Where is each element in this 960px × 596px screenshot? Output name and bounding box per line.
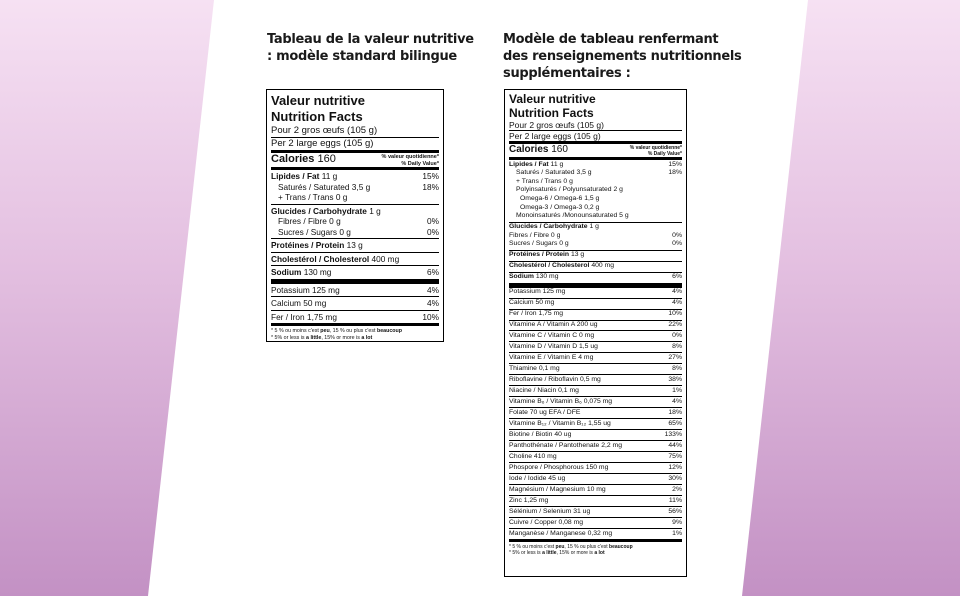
nutrient-dv: 18%: [668, 408, 682, 416]
serving-fr: Pour 2 gros œufs (105 g): [271, 125, 378, 136]
nutrient-dv: 4%: [427, 298, 439, 308]
nutrient-dv: 9%: [672, 518, 682, 526]
cholesterol-row: Cholestérol / Cholesterol 400 mg: [271, 253, 439, 267]
divider: [271, 323, 439, 326]
serving-en: Per 2 large eggs (105 g): [271, 138, 374, 149]
nutrition-label-standard: [266, 89, 444, 342]
nutrient-row: [509, 310, 682, 321]
nutrient-row: [509, 331, 682, 342]
nutrient-name: Vitamine B₁₂ / Vitamin B₁₂ 1,55 ug: [509, 419, 611, 427]
nutrient-name: Cuivre / Copper 0,08 mg: [509, 518, 584, 526]
heading-standard-bilingual: Tableau de la valeur nutritive : modèle standard bilingue: [267, 32, 474, 64]
nutrient-dv: 38%: [668, 376, 682, 384]
nutrient-dv: 44%: [668, 441, 682, 449]
minerals-list: [509, 288, 682, 539]
footnote-fr: * 5 % ou moins c'est peu, 15 % ou plus c'est beaucoup: [509, 543, 633, 550]
calories-row: [509, 144, 682, 157]
nutrient-row: [509, 507, 682, 518]
nutrient-row: [509, 529, 682, 539]
footnote-en: * 5% or less is a little, 15% or more is a lot: [271, 334, 373, 341]
nutrient-name: Choline 410 mg: [509, 452, 557, 460]
nutrient-name: Potassium 125 mg: [271, 284, 340, 295]
calories: Calories 160: [509, 144, 568, 155]
nutrient-row: [509, 441, 682, 452]
label-title-fr: Valeur nutritive: [509, 92, 596, 106]
nutrient-name: Sélénium / Selenium 31 ug: [509, 507, 591, 515]
nutrient-name: Zinc 1,25 mg: [509, 496, 549, 504]
label-title-en: Nutrition Facts: [509, 106, 594, 120]
nutrient-row: [509, 321, 682, 332]
nutrient-row: [509, 353, 682, 364]
nutrient-name: Riboflavine / Riboflavin 0,5 mg: [509, 376, 601, 384]
nutrient-name: Vitamine D / Vitamin D 1,5 ug: [509, 343, 598, 351]
nutrient-dv: 8%: [672, 365, 682, 373]
nutrient-name: Vitamine A / Vitamin A 200 ug: [509, 321, 598, 329]
fat-block: Lipides / Fat 11 g 15% Saturés / Saturated 3,5 g 18% + Trans / Trans 0 g Polyinsaturés / Polyunsaturated 2 g Omega-6 / Omega-6 1,5 g Omega-3 / Omega-3 0,2 g Monoinsaturés /Monounsaturated 5 g: [509, 160, 682, 223]
nutrient-row: [509, 518, 682, 529]
label-title-fr: Valeur nutritive: [271, 93, 365, 108]
nutrient-dv: 12%: [668, 463, 682, 471]
calories: Calories 160: [271, 153, 336, 165]
nutrient-name: Folate 70 ug EFA / DFE: [509, 408, 581, 416]
protein-row: Protéines / Protein 13 g: [271, 239, 439, 253]
carb-block: Glucides / Carbohydrate 1 g Fibres / Fibre 0 g 0% Sucres / Sugars 0 g 0%: [271, 205, 439, 240]
nutrient-name: Phospore / Phosphorous 150 mg: [509, 463, 609, 471]
nutrient-row: [271, 284, 439, 298]
nutrient-name: Fer / Iron 1,75 mg: [271, 311, 337, 322]
daily-value-header: % valeur quotidienne* % Daily Value*: [381, 154, 439, 167]
nutrient-dv: 4%: [427, 284, 439, 295]
nutrient-name: Thiamine 0,1 mg: [509, 365, 560, 373]
nutrient-name: Biotine / Biotin 40 ug: [509, 430, 572, 438]
protein-row: Protéines / Protein 13 g: [509, 251, 682, 262]
nutrient-row: [509, 375, 682, 386]
nutrient-dv: 1%: [672, 387, 682, 394]
nutrient-dv: 65%: [668, 419, 682, 427]
nutrition-label-supplementary: [504, 89, 687, 577]
nutrient-row: [509, 496, 682, 507]
nutrient-name: Fer / Iron 1,75 mg: [509, 310, 564, 318]
nutrient-dv: 0%: [672, 332, 682, 340]
sodium-row: Sodium 130 mg 6%: [271, 267, 439, 277]
nutrient-dv: 56%: [668, 507, 682, 515]
nutrient-row: [509, 364, 682, 375]
serving-fr: Pour 2 gros œufs (105 g): [509, 120, 604, 130]
footnote-fr: * 5 % ou moins c'est peu, 15 % ou plus c'est beaucoup: [271, 328, 402, 334]
minerals-list: [271, 284, 439, 324]
nutrient-dv: 27%: [668, 354, 682, 362]
nutrient-dv: 10%: [422, 311, 439, 322]
fat-block: Lipides / Fat 11 g 15% Saturés / Saturated 3,5 g 18% + Trans / Trans 0 g: [271, 170, 439, 205]
nutrient-row: [509, 419, 682, 430]
nutrient-dv: 4%: [672, 288, 682, 296]
calories-row: [271, 153, 439, 167]
nutrient-dv: 2%: [672, 485, 682, 493]
nutrient-row: [271, 311, 439, 324]
nutrient-name: Calcium 50 mg: [271, 298, 327, 308]
daily-value-header: % valeur quotidienne* % Daily Value*: [629, 145, 682, 157]
nutrient-row: [509, 386, 682, 397]
nutrient-dv: 8%: [672, 343, 682, 351]
nutrient-dv: 1%: [672, 529, 682, 537]
nutrient-name: Vitamine B₆ / Vitamin B₆ 0,075 mg: [509, 397, 613, 405]
nutrient-dv: 75%: [668, 452, 682, 460]
nutrient-name: Niacine / Niacin 0,1 mg: [509, 387, 579, 394]
nutrient-dv: 30%: [668, 474, 682, 482]
nutrient-row: [271, 297, 439, 311]
nutrient-dv: 11%: [668, 496, 682, 504]
nutrient-name: Potassium 125 mg: [509, 288, 566, 296]
cholesterol-row: Cholestérol / Cholesterol 400 mg: [509, 262, 682, 273]
nutrient-name: Panthothénate / Pantothenate 2,2 mg: [509, 441, 622, 449]
heading-supplementary: Modèle de tableau renfermant des renseignements nutritionnels supplémentaires :: [503, 32, 742, 81]
nutrient-row: [509, 288, 682, 299]
sodium-row: Sodium 130 mg 6%: [509, 273, 682, 281]
nutrient-row: [509, 485, 682, 496]
divider: [509, 539, 682, 542]
nutrient-name: Manganèse / Manganese 0,32 mg: [509, 529, 613, 537]
nutrient-name: Magnésium / Magnesium 10 mg: [509, 485, 606, 493]
nutrient-dv: 133%: [664, 430, 682, 438]
nutrient-dv: 4%: [672, 397, 682, 405]
nutrient-name: Iode / Iodide 45 ug: [509, 474, 566, 482]
nutrient-row: [509, 397, 682, 408]
nutrient-row: [509, 452, 682, 463]
nutrient-row: [509, 342, 682, 353]
carb-block: Glucides / Carbohydrate 1 g Fibres / Fibre 0 g 0% Sucres / Sugars 0 g 0%: [509, 223, 682, 251]
nutrient-row: [509, 474, 682, 485]
label-title-en: Nutrition Facts: [271, 109, 363, 124]
nutrient-dv: 22%: [668, 321, 682, 329]
nutrient-row: [509, 408, 682, 419]
nutrient-row: [509, 463, 682, 474]
nutrient-name: Vitamine E / Vitamin E 4 mg: [509, 354, 594, 362]
serving-en: Per 2 large eggs (105 g): [509, 131, 601, 141]
footnote-en: * 5% or less is a little, 15% or more is a lot: [509, 550, 605, 557]
nutrient-row: [509, 430, 682, 441]
nutrient-name: Vitamine C / Vitamin C 0 mg: [509, 332, 595, 340]
nutrient-row: [509, 299, 682, 310]
nutrient-dv: 4%: [672, 299, 682, 307]
nutrient-dv: 10%: [668, 310, 682, 318]
nutrient-name: Calcium 50 mg: [509, 299, 555, 307]
